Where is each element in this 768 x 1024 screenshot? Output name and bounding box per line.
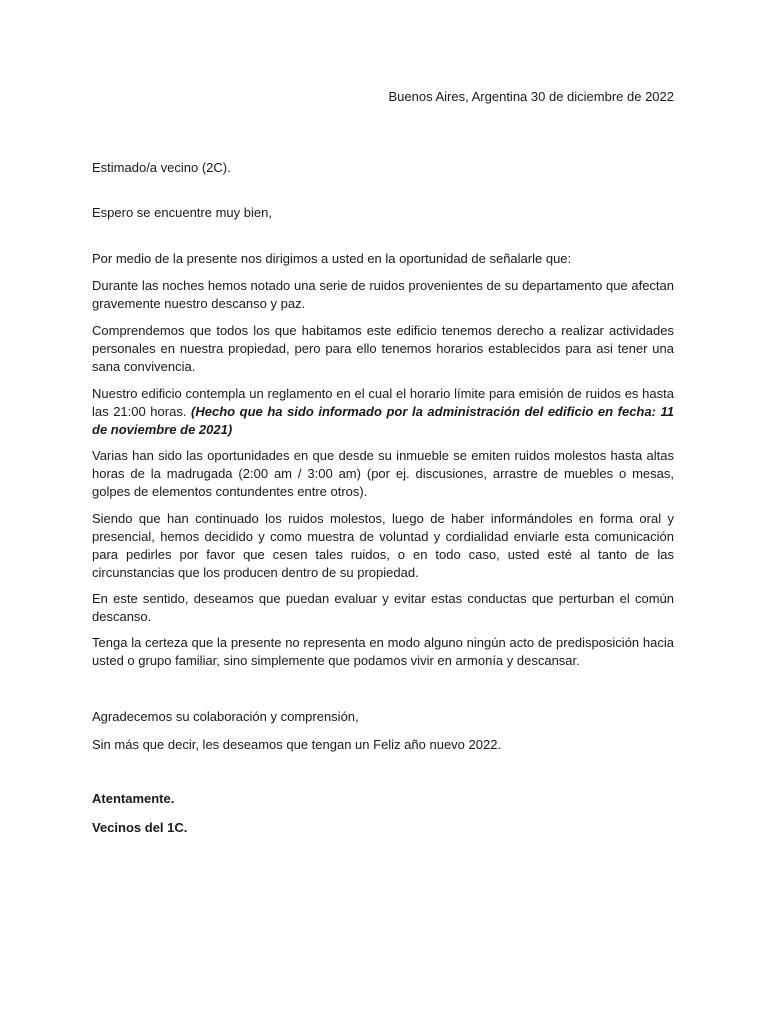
salutation: Estimado/a vecino (2C). — [92, 160, 231, 175]
regulation-emphasis: (Hecho que ha sido informado por la administración del edificio en fecha: 11 de noviembre de 2021) — [92, 404, 674, 437]
paragraph-request: Siendo que han continuado los ruidos molestos, luego de haber informándoles en forma oral y presencial, hemos decidido y como muestra de voluntad y cordialidad enviarle esta comunicación para pedirles por favor que cesen tales ruidos, o en todo caso, usted esté al tanto de las circunstancias que los producen dentro de su propiedad. — [92, 511, 674, 580]
paragraph-noise-nights: Durante las noches hemos notado una serie de ruidos provenientes de su departamento que afectan gravemente nuestro descanso y paz. — [92, 278, 674, 311]
paragraph-rights-schedule: Comprendemos que todos los que habitamos este edificio tenemos derecho a realizar actividades personales en nuestra propiedad, pero para ello tenemos horarios establecidos para asi tener una sana convivencia. — [92, 323, 674, 374]
paragraph-no-predisposition: Tenga la certeza que la presente no representa en modo alguno ningún acto de predisposición hacia usted o grupo familiar, sino simplemente que podamos vivir en armonía y descansar. — [92, 635, 674, 668]
paragraph-occasions: Varias han sido las oportunidades en que desde su inmueble se emiten ruidos molestos hasta altas horas de la madrugada (2:00 am / 3:00 am) (por ej. discusiones, arrastre de muebles o mesas, golpes de elementos contundentes entre otros). — [92, 448, 674, 499]
new-year-wish: Sin más que decir, les deseamos que tengan un Feliz año nuevo 2022. — [92, 737, 502, 752]
signature: Vecinos del 1C. — [92, 820, 188, 835]
regulation-text: Nuestro edificio contempla un reglamento en el cual el horario límite para emisión de ruidos es hasta las 21:00 horas. — [92, 386, 674, 419]
paragraph-evaluate: En este sentido, deseamos que puedan evaluar y evitar estas conductas que perturban el común descanso. — [92, 591, 674, 624]
closing: Atentamente. — [92, 791, 175, 806]
thanks-line: Agradecemos su colaboración y comprensión, — [92, 709, 359, 724]
date-line: Buenos Aires, Argentina 30 de diciembre de 2022 — [388, 89, 674, 104]
greeting: Espero se encuentre muy bien, — [92, 205, 272, 220]
intro-paragraph: Por medio de la presente nos dirigimos a usted en la oportunidad de señalarle que: — [92, 251, 572, 266]
paragraph-regulation — [92, 385, 674, 439]
